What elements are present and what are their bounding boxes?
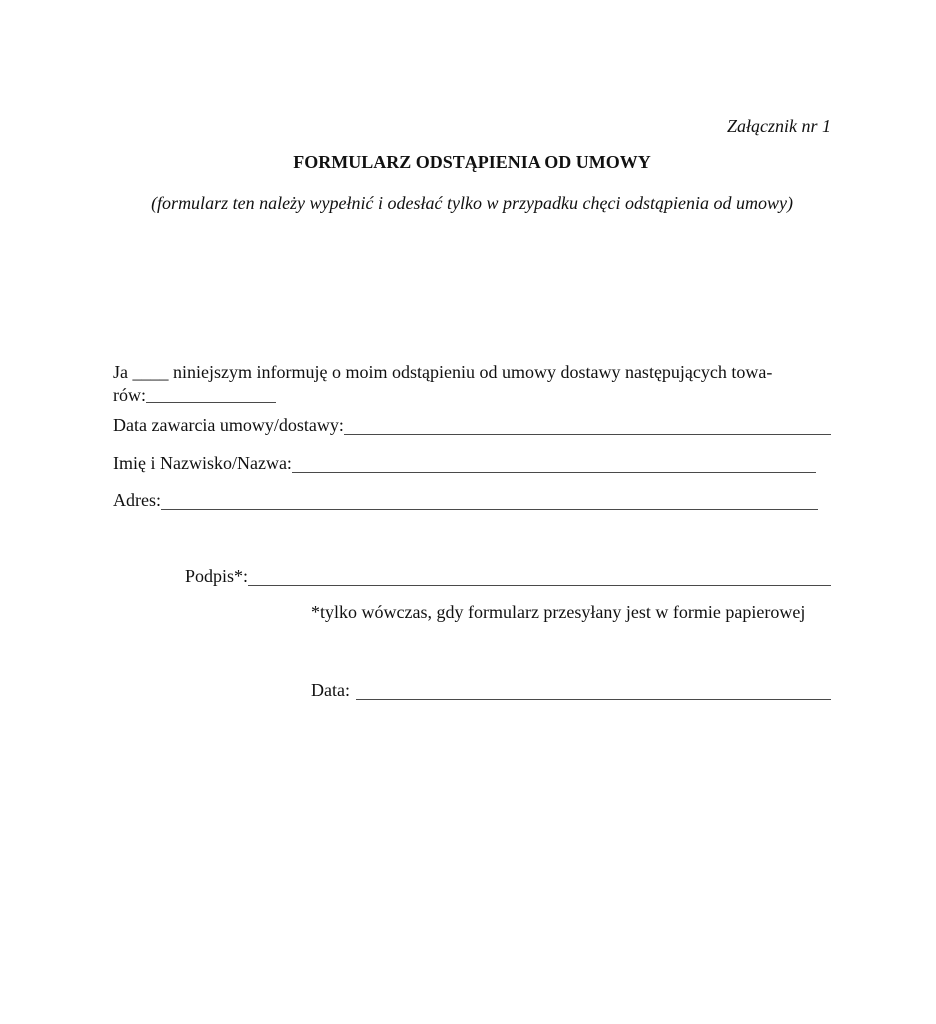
name-label: Imię i Nazwisko/Nazwa: bbox=[113, 453, 292, 473]
goods-label: rów: bbox=[113, 385, 146, 405]
date-label: Data: bbox=[311, 680, 350, 700]
date-blank-line bbox=[356, 679, 831, 700]
field-signature bbox=[185, 565, 831, 588]
contract-date-blank-line bbox=[344, 414, 831, 435]
contract-date-label: Data zawarcia umowy/dostawy: bbox=[113, 415, 344, 435]
attachment-label: Załącznik nr 1 bbox=[726, 116, 831, 136]
signature-blank-line bbox=[248, 565, 831, 586]
intro-line1: Ja ____ niniejszym informuję o moim odstąpieniu od umowy dostawy następujących towa- bbox=[113, 362, 773, 382]
address-label: Adres: bbox=[113, 490, 161, 510]
goods-blank-line bbox=[146, 398, 276, 403]
field-address bbox=[113, 489, 818, 512]
address-blank-line bbox=[161, 489, 818, 510]
field-contract-date bbox=[113, 414, 831, 437]
form-subtitle: (formularz ten należy wypełnić i odesłać tylko w przypadku chęci odstąpienia od umowy) bbox=[151, 193, 793, 213]
intro-line2 bbox=[113, 385, 276, 405]
signature-footnote: *tylko wówczas, gdy formularz przesyłany jest w formie papierowej bbox=[311, 602, 806, 622]
field-date bbox=[311, 679, 831, 702]
field-name bbox=[113, 452, 816, 475]
name-blank-line bbox=[292, 452, 816, 473]
form-title: FORMULARZ ODSTĄPIENIA OD UMOWY bbox=[293, 152, 651, 172]
intro-paragraph bbox=[113, 361, 831, 407]
signature-label: Podpis*: bbox=[185, 566, 249, 586]
